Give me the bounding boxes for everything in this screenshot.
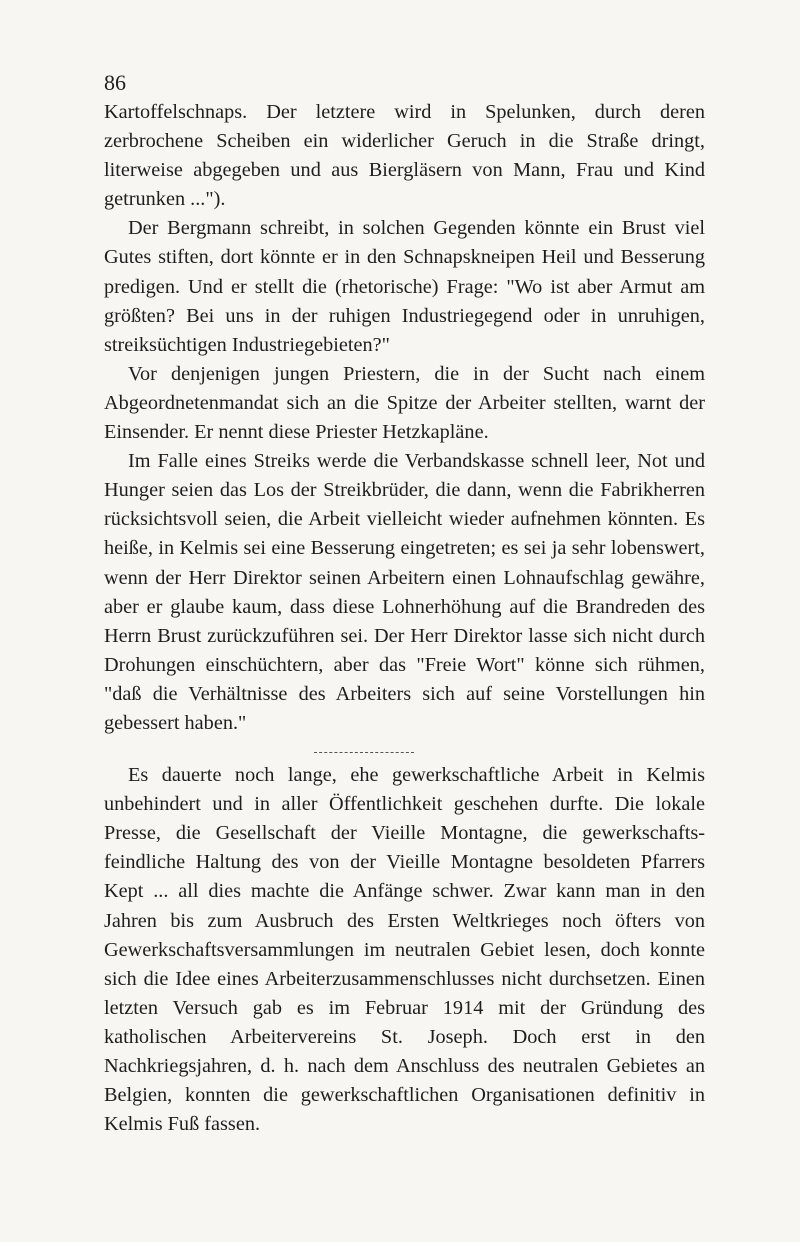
- paragraph-2: Der Bergmann schreibt, in solchen Gegenden könnte ein Brust viel Gutes stiften, dort könnte er in den Schnapskneipen Heil und Besserung predigen. Und er stellt die (rhetorische) Frage: "Wo ist aber Armut am größten? Bei uns in der ruhigen Industriegegend oder in unruhigen, streiksüchtigen Industriegebieten?": [104, 217, 705, 356]
- paragraph-1: Kartoffelschnaps. Der letztere wird in Spelunken, durch deren zerbrochene Scheiben ein widerlicher Geruch in die Straße dringt, literweise abgegeben und aus Biergläsern von Mann, Frau und Kind getrunken ...").: [104, 101, 705, 211]
- paragraph-4: Im Falle eines Streiks werde die Verbandskasse schnell leer, Not und Hunger seien das Los der Streikbrüder, die dann, wenn die Fabrikherren rücksichtsvoll seien, die Arbeit vielleicht wieder aufnehmen könnten. Es heiße, in Kelmis sei eine Besserung eingetreten; es sei ja sehr lobenswert, wenn der Herr Direktor seinen Arbeitern einen Lohnaufschlag gewähre, aber er glaube kaum, dass diese Lohnerhöhung auf die Brandreden des Herrn Brust zurückzuführen sei. Der Herr Direktor lasse sich nicht durch Drohungen einschüchtern, aber das "Freie Wort" könne sich rühmen, "daß die Verhältnisse des Arbeiters sich auf seine Vorstellungen hin gebessert haben.": [104, 450, 705, 734]
- page-body: [104, 68, 705, 1139]
- paragraph-5: Es dauerte noch lange, ehe gewerkschaftliche Arbeit in Kelmis unbehindert und in aller Öffentlichkeit geschehen durfte. Die lokale Presse, die Gesellschaft der Vieille Montagne, die gewerkschafts-feindliche Haltung des von der Vieille Montagne besoldeten Pfarrers Kept ... all dies machte die Anfänge schwer. Zwar kann man in den Jahren bis zum Ausbruch des Ersten Weltkrieges noch öfters von Gewerkschaftsversammlungen im neutralen Gebiet lesen, doch konnte sich die Idee eines Arbeiterzusammenschlusses nicht durchsetzen. Einen letzten Versuch gab es im Februar 1914 mit der Gründung des katholischen Arbeitervereins St. Joseph. Doch erst in den Nachkriegsjahren, d. h. nach dem Anschluss des neutralen Gebietes an Belgien, konnten die gewerkschaftlichen Organisationen definitiv in Kelmis Fuß fassen.: [104, 764, 705, 1136]
- page-number: 86: [104, 70, 126, 95]
- paragraph-3: Vor denjenigen jungen Priestern, die in der Sucht nach einem Abgeordnetenmandat sich an die Spitze der Arbeiter stellten, warnt der Einsender. Er nennt diese Priester Hetzkapläne.: [104, 362, 705, 444]
- section-divider: [314, 752, 414, 759]
